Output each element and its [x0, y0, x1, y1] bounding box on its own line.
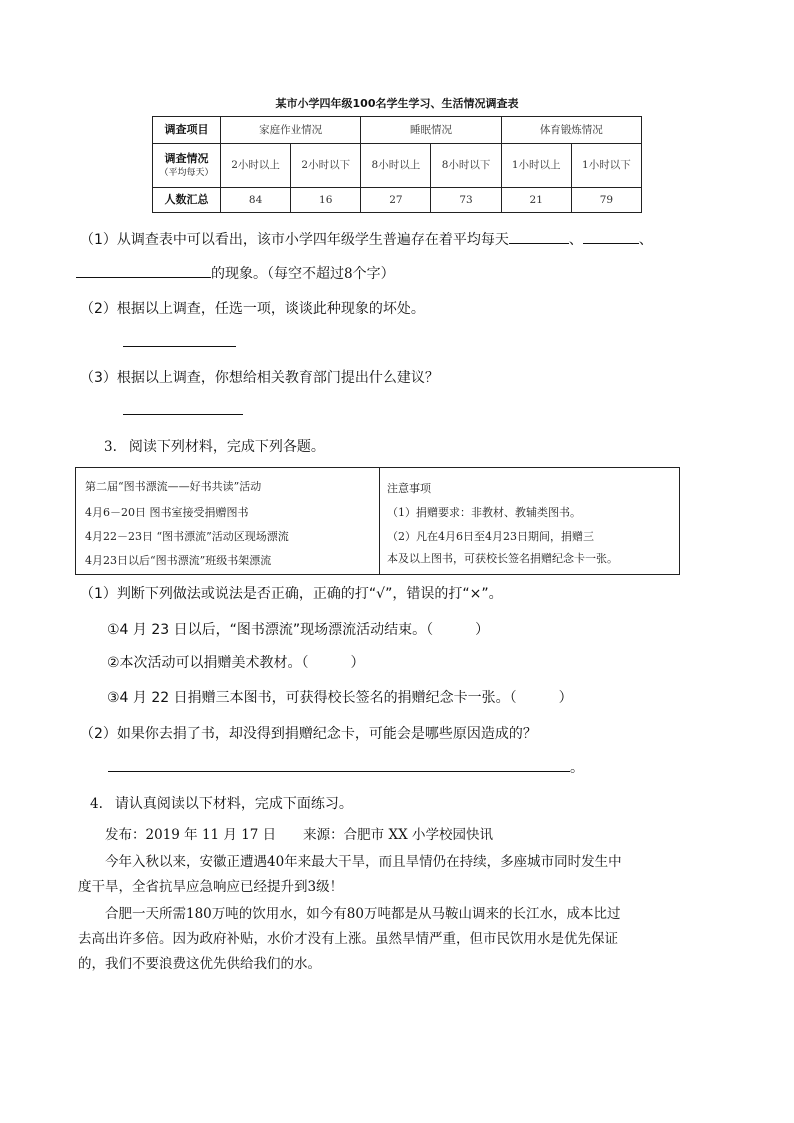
question-1-part1: （1）从调查表中可以看出，该市小学四年级学生普遍存在着平均每天: [80, 232, 509, 248]
survey-value: 79: [571, 188, 641, 213]
activity-notice-box: [75, 467, 680, 575]
judge-item-3: ③4 月 22 日捐赠三本图书，可获得校长签名的捐赠纪念卡一张。（ ）: [107, 690, 573, 706]
box-right-line: 本及以上图书，可获校长签名捐赠纪念卡一张。: [387, 552, 618, 565]
section-3-number: 3.: [104, 439, 117, 455]
survey-cell: 1小时以下: [571, 144, 641, 188]
section-4-title: 请认真阅读以下材料，完成下面练习。: [114, 796, 353, 812]
question-1-line2: [76, 263, 395, 283]
survey-value: 73: [431, 188, 501, 213]
judge-item-1: ①4 月 23 日以后，“图书漂流”现场漂流活动结束。（ ）: [107, 622, 490, 638]
survey-group-sleep: 睡眠情况: [361, 117, 501, 144]
box-left-line: 第二届“图书漂流——好书共读”活动: [85, 480, 262, 493]
survey-row-label-total: 人数汇总: [153, 188, 221, 213]
box-right-line: （2）凡在4月6日至4月23日期间，捐赠三: [387, 530, 594, 543]
section-4-heading: [90, 793, 353, 813]
box-left-line: 4月23日以后“图书漂流”班级书架漂流: [85, 554, 272, 567]
section-3-title: 阅读下列材料，完成下列各题。: [128, 439, 325, 455]
section-3-heading: [104, 436, 325, 456]
survey-group-exercise: 体育锻炼情况: [501, 117, 641, 144]
survey-row-label-items: 调查项目: [153, 117, 221, 144]
survey-value: 27: [361, 188, 431, 213]
section-4-number: 4.: [90, 796, 103, 812]
survey-cell: 2小时以下: [291, 144, 361, 188]
question-3: （3）根据以上调查，你想给相关教育部门提出什么建议？: [80, 370, 439, 386]
survey-table-title: 某市小学四年级100名学生学习、生活情况调查表: [275, 97, 519, 110]
question-2: （2）根据以上调查，任选一项，谈谈此种现象的坏处。: [80, 301, 425, 317]
article-paragraph-line: 度干旱，全省抗旱应急响应已经提升到3级！: [78, 879, 344, 895]
survey-cell: 8小时以下: [431, 144, 501, 188]
question-1-num: 8: [344, 266, 353, 282]
article-paragraph-line: 去高出许多倍。因为政府补贴，水价才没有上涨。虽然旱情严重，但市民饮用水是优先保证: [78, 931, 618, 947]
question-1-part2: 的现象。（每空不超过: [211, 266, 344, 282]
survey-row-label-situation-line1: 调查情况: [164, 152, 209, 165]
article-paragraph-line: 合肥一天所需180万吨的饮用水，如今有80万吨都是从马鞍山调来的长江水，成本比过: [105, 906, 621, 922]
survey-value: 16: [291, 188, 361, 213]
answer-line-q2[interactable]: [123, 346, 236, 347]
article-meta: 发布：2019 年 11 月 17 日 来源：合肥市 XX 小学校园快讯: [105, 827, 493, 843]
answer-blank-1[interactable]: [509, 229, 569, 244]
answer-line-q3[interactable]: [123, 414, 243, 415]
box-right-line: 注意事项: [387, 482, 431, 495]
section-3-question-1: （1）判断下列做法或说法是否正确，正确的打“√”，错误的打“×”。: [80, 586, 503, 602]
box-left-line: 4月6－20日 图书室接受捐赠图书: [85, 506, 249, 519]
survey-cell: 1小时以上: [501, 144, 571, 188]
question-1-part3: 个字）: [352, 266, 395, 282]
survey-row-label-situation: [153, 144, 221, 188]
article-paragraph-line: 的，我们不要浪费这优先供给我们的水。: [78, 956, 321, 972]
question-1-sep2: 、: [638, 232, 653, 248]
answer-blank-2[interactable]: [583, 229, 639, 244]
box-left-line: 4月22－23日 “图书漂流”活动区现场漂流: [85, 530, 289, 543]
box-divider: [379, 468, 380, 574]
judge-item-2: ②本次活动可以捐赠美术教材。（ ）: [107, 655, 365, 671]
survey-row-label-situation-line2: （平均每天）: [159, 167, 214, 178]
question-1-line1: [80, 229, 653, 249]
survey-cell: 2小时以上: [221, 144, 291, 188]
answer-line-section-3-q2[interactable]: [108, 771, 570, 772]
survey-value: 84: [221, 188, 291, 213]
article-paragraph-line: 今年入秋以来，安徽正遭遇40年来最大干旱，而且旱情仍在持续，多座城市同时发生中: [105, 854, 622, 870]
question-1-sep1: 、: [568, 232, 583, 248]
section-3-q2-period: 。: [570, 760, 584, 776]
section-3-question-2: （2）如果你去捐了书，却没得到捐赠纪念卡，可能会是哪些原因造成的？: [80, 726, 537, 742]
answer-blank-3[interactable]: [76, 263, 211, 278]
survey-table: [152, 116, 642, 213]
survey-value: 21: [501, 188, 571, 213]
survey-cell: 8小时以上: [361, 144, 431, 188]
survey-group-homework: 家庭作业情况: [221, 117, 361, 144]
box-right-line: （1）捐赠要求：非教材、教辅类图书。: [387, 506, 581, 519]
